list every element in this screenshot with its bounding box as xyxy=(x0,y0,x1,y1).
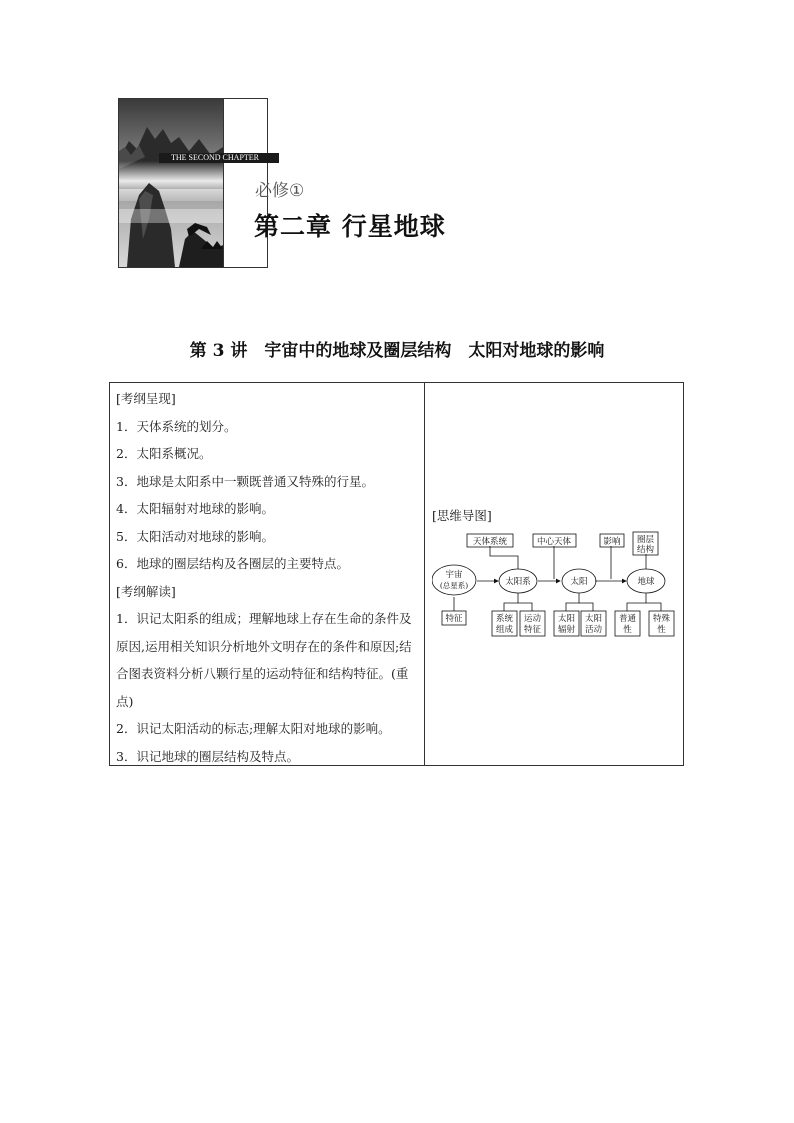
mindmap-node-taiyang: 太阳 xyxy=(570,577,588,587)
mindmap-diagram xyxy=(432,531,677,643)
chapter-english-label: THE SECOND CHAPTER xyxy=(159,153,279,163)
mindmap-node-quanceng-1: 圈层 xyxy=(636,535,655,545)
mindmap-node-quanceng-2: 结构 xyxy=(636,545,655,555)
mindmap-node-huodong-1: 太阳 xyxy=(584,614,603,624)
mindmap-node-yundong-2: 特征 xyxy=(523,625,542,635)
syllabus-item: 5．太阳活动对地球的影响。 xyxy=(116,528,274,544)
interpretation-item: 3．识记地球的圈层结构及特点。 xyxy=(116,748,299,764)
lesson-title: 第 3 讲 宇宙中的地球及圈层结构 太阳对地球的影响 xyxy=(189,341,605,361)
outline-table xyxy=(109,382,684,766)
mindmap-node-fushe-1: 太阳 xyxy=(557,614,576,624)
mindmap-node-yuzhou-2: (总星系) xyxy=(439,581,469,590)
syllabus-item: 4．太阳辐射对地球的影响。 xyxy=(116,501,274,516)
mindmap-node-fushe-2: 辐射 xyxy=(557,625,576,635)
mindmap-node-diqiu: 地球 xyxy=(637,577,655,587)
mindmap-node-xitong-1: 系统 xyxy=(495,614,514,624)
mindmap-column xyxy=(425,383,683,765)
syllabus-item: 1．天体系统的划分。 xyxy=(116,418,237,434)
mindmap-node-xitong-2: 组成 xyxy=(495,625,514,635)
mindmap-node-teshu-1: 特殊 xyxy=(652,614,671,624)
mindmap-node-putong-1: 普通 xyxy=(618,614,637,624)
mindmap-node-zhongxin: 中心天体 xyxy=(536,537,572,547)
mindmap-node-teshu-2: 性 xyxy=(657,625,666,635)
mindmap-node-yundong-1: 运动 xyxy=(523,614,542,624)
syllabus-item: 2．太阳系概况。 xyxy=(116,446,212,461)
syllabus-item: 6．地球的圈层结构及各圈层的主要特点。 xyxy=(116,556,349,571)
chapter-title: 第二章 行星地球 xyxy=(254,212,446,241)
mindmap-node-tezheng: 特征 xyxy=(445,614,463,624)
syllabus-item: 3．地球是太阳系中一颗既普通又特殊的行星。 xyxy=(116,473,374,489)
chapter-banner xyxy=(118,98,268,268)
interpretation-heading: [考纲解读] xyxy=(116,583,176,599)
syllabus-column xyxy=(110,383,425,765)
mindmap-node-yuzhou-1: 宇宙 xyxy=(445,570,463,580)
mindmap-heading: [思维导图] xyxy=(432,508,492,523)
mindmap-node-tianti: 天体系统 xyxy=(472,537,508,547)
mountain-photo xyxy=(119,99,224,267)
book-label: 必修① xyxy=(255,181,305,201)
interpretation-item: 2．识记太阳活动的标志;理解太阳对地球的影响。 xyxy=(116,721,391,736)
interpretation-item: 1．识记太阳系的组成；理解地球上存在生命的条件及原因,运用相关知识分析地外文明存在的条件和原因;结合图表资料分析八颗行星的运动特征和结构特征。(重点) xyxy=(116,611,412,709)
syllabus-heading: [考纲呈现] xyxy=(116,391,176,406)
mindmap-node-huodong-2: 活动 xyxy=(584,625,603,635)
mindmap-node-yingxiang: 影响 xyxy=(603,537,621,547)
mindmap-node-putong-2: 性 xyxy=(623,625,632,635)
mindmap-node-taiyangxi: 太阳系 xyxy=(505,577,531,587)
